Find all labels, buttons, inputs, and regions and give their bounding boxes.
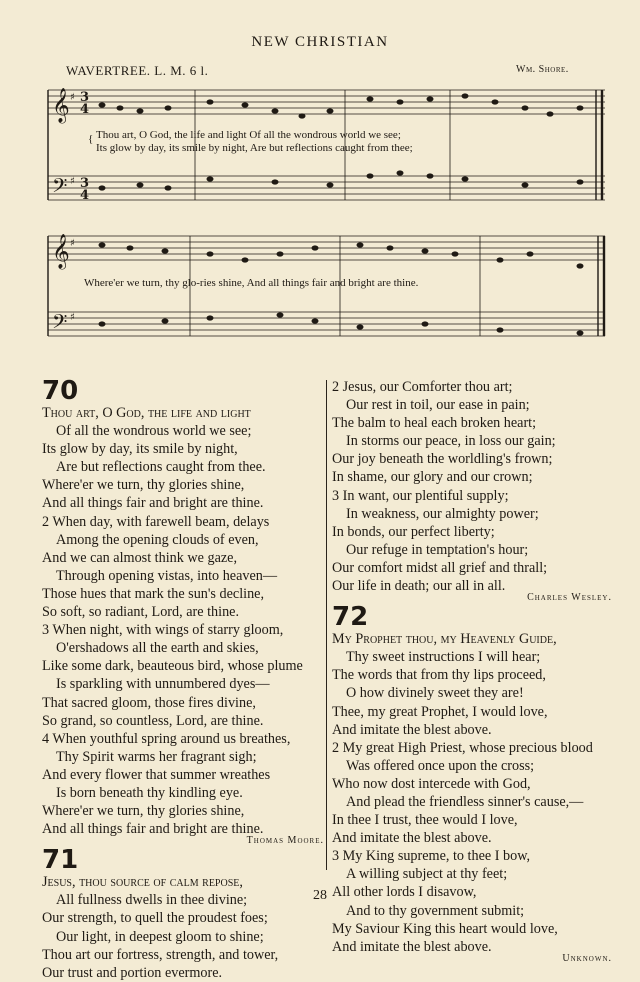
- right-column: [332, 378, 612, 965]
- verse-line: Our joy beneath the worldling's frown;: [332, 451, 553, 468]
- svg-text:4: 4: [80, 102, 90, 117]
- verse-line: Who now dost intercede with God,: [332, 775, 531, 792]
- verse-line: In bonds, our perfect liberty;: [332, 523, 495, 540]
- verse-line: O'ershadows all the earth and skies,: [56, 640, 259, 657]
- hymn-number: 71: [42, 845, 79, 876]
- svg-text:3: 3: [80, 90, 90, 105]
- svg-text:♯: ♯: [70, 92, 75, 103]
- verse-line: Thou art our fortress, strength, and tower,: [42, 946, 279, 963]
- hymn-author: Thomas Moore.: [246, 835, 324, 847]
- verse-line: My Prophet thou, my Heavenly Guide,: [332, 631, 557, 648]
- verse-line: That sacred gloom, those fires divine,: [42, 694, 256, 711]
- tune-lyrics-line1b: Its glow by day, its smile by night, Are but reflections caught from thee;: [96, 142, 413, 154]
- svg-text:𝄢: 𝄢: [52, 174, 68, 202]
- svg-text:3: 3: [80, 176, 90, 191]
- verse-line: The balm to heal each broken heart;: [332, 415, 537, 432]
- verse-line: My Saviour King this heart would love,: [332, 920, 558, 937]
- verse-line: Thou art, O God, the life and light: [42, 405, 251, 421]
- verse-line: 3 In want, our plentiful supply;: [332, 487, 509, 504]
- verse-line: All other lords I disavow,: [332, 884, 477, 901]
- verse-line: 3 My King supreme, to thee I bow,: [332, 848, 531, 865]
- verse-line: And all things fair and bright are thine.: [42, 821, 264, 838]
- hymn-author: Charles Wesley.: [527, 592, 612, 604]
- hymn-number: 70: [42, 376, 79, 406]
- tune-name: WAVERTREE. L. M. 6 l.: [66, 63, 209, 78]
- verse-line: Thy Spirit warms her fragrant sigh;: [56, 748, 257, 765]
- svg-text:♯: ♯: [70, 312, 75, 323]
- verse-line: Among the opening clouds of even,: [56, 531, 259, 548]
- svg-text:♯: ♯: [70, 176, 75, 187]
- verse-line: Are but reflections caught from thee.: [56, 459, 266, 476]
- verse-line: And imitate the blest above.: [332, 830, 492, 847]
- verse-line: Through opening vistas, into heaven—: [56, 567, 278, 584]
- verse-line: And to thy government submit;: [346, 902, 525, 919]
- verse-line: Was offered once upon the cross;: [346, 757, 535, 774]
- verse-line: Of all the wondrous world we see;: [56, 423, 252, 440]
- svg-text:{: {: [88, 133, 94, 145]
- verse-line: Our strength, to quell the proudest foes;: [42, 910, 268, 927]
- verse-line: Our comfort midst all grief and thrall;: [332, 559, 548, 576]
- verse-line: In shame, our glory and our crown;: [332, 469, 533, 486]
- verse-line: And plead the friendless sinner's cause,—: [346, 793, 584, 810]
- verse-line: 2 My great High Priest, whose precious blood: [332, 739, 593, 756]
- verse-line: And imitate the blest above.: [332, 721, 492, 738]
- verse-line: Where'er we turn, thy glories shine,: [42, 477, 245, 494]
- verse-line: Our life in death; our all in all.: [332, 578, 506, 595]
- verse-line: 2 Jesus, our Comforter thou art;: [332, 379, 513, 395]
- verse-line: Thy sweet instructions I will hear;: [346, 649, 541, 666]
- verse-line: Is sparkling with unnumbered dyes—: [56, 676, 270, 693]
- verse-line: Our rest in toil, our ease in pain;: [346, 397, 530, 414]
- verse-line: Our light, in deepest gloom to shine;: [56, 928, 264, 945]
- tune-composer: Wm. Shore.: [516, 64, 569, 75]
- verse-line: 3 When night, with wings of starry gloom,: [42, 622, 284, 639]
- tune-lyrics-line2: Where'er we turn, thy glo-ries shine, And all things fair and bright are thine.: [84, 277, 419, 289]
- verse-line: And imitate the blest above.: [332, 938, 492, 955]
- verse-line: A willing subject at thy feet;: [346, 866, 508, 883]
- verse-line: And all things fair and bright are thine.: [42, 495, 264, 512]
- verse-line: And every flower that summer wreathes: [42, 766, 271, 783]
- svg-text:♯: ♯: [70, 238, 75, 249]
- verse-line: So grand, so countless, Lord, are thine.: [42, 712, 264, 729]
- verse-line: Our refuge in temptation's hour;: [346, 541, 529, 558]
- verse-line: Our trust and portion evermore.: [42, 964, 223, 981]
- column-divider: [326, 380, 327, 870]
- verse-line: In thee I trust, thee would I love,: [332, 812, 518, 829]
- verse-line: Is born beneath thy kindling eye.: [56, 784, 243, 801]
- verse-line: The words that from thy lips proceed,: [332, 667, 546, 684]
- verse-line: Thee, my great Prophet, I would love,: [332, 703, 548, 720]
- page-number: 28: [313, 888, 327, 903]
- verse-line: Where'er we turn, thy glories shine,: [42, 803, 245, 820]
- svg-text:𝄞: 𝄞: [52, 234, 70, 269]
- verse-line: O how divinely sweet they are!: [346, 685, 524, 702]
- verse-line: 2 When day, with farewell beam, delays: [42, 513, 270, 530]
- hymn-number: 72: [332, 602, 369, 633]
- verse-line: Like some dark, beauteous bird, whose plume: [42, 658, 303, 675]
- verse-line: Jesus, thou source of calm repose,: [42, 874, 243, 891]
- verse-line: All fullness dwells in thee divine;: [56, 892, 248, 909]
- verse-line: 4 When youthful spring around us breathes,: [42, 730, 291, 747]
- tune-lyrics-line1a: Thou art, O God, the life and light Of all the wondrous world we see;: [96, 129, 401, 141]
- music-score: [40, 76, 610, 366]
- svg-text:𝄢: 𝄢: [52, 310, 68, 338]
- verse-line: And we can almost think we gaze,: [42, 549, 238, 566]
- svg-text:𝄞: 𝄞: [52, 88, 70, 123]
- verse-line: In storms our peace, in loss our gain;: [346, 433, 556, 450]
- svg-text:4: 4: [80, 188, 90, 203]
- verse-line: Its glow by day, its smile by night,: [42, 441, 238, 458]
- verse-line: Those hues that mark the sun's decline,: [42, 585, 265, 602]
- verse-line: So soft, so radiant, Lord, are thine.: [42, 604, 240, 621]
- hymn-author: Unknown.: [562, 952, 612, 964]
- running-title: NEW CHRISTIAN: [251, 34, 389, 50]
- verse-line: In weakness, our almighty power;: [346, 505, 539, 522]
